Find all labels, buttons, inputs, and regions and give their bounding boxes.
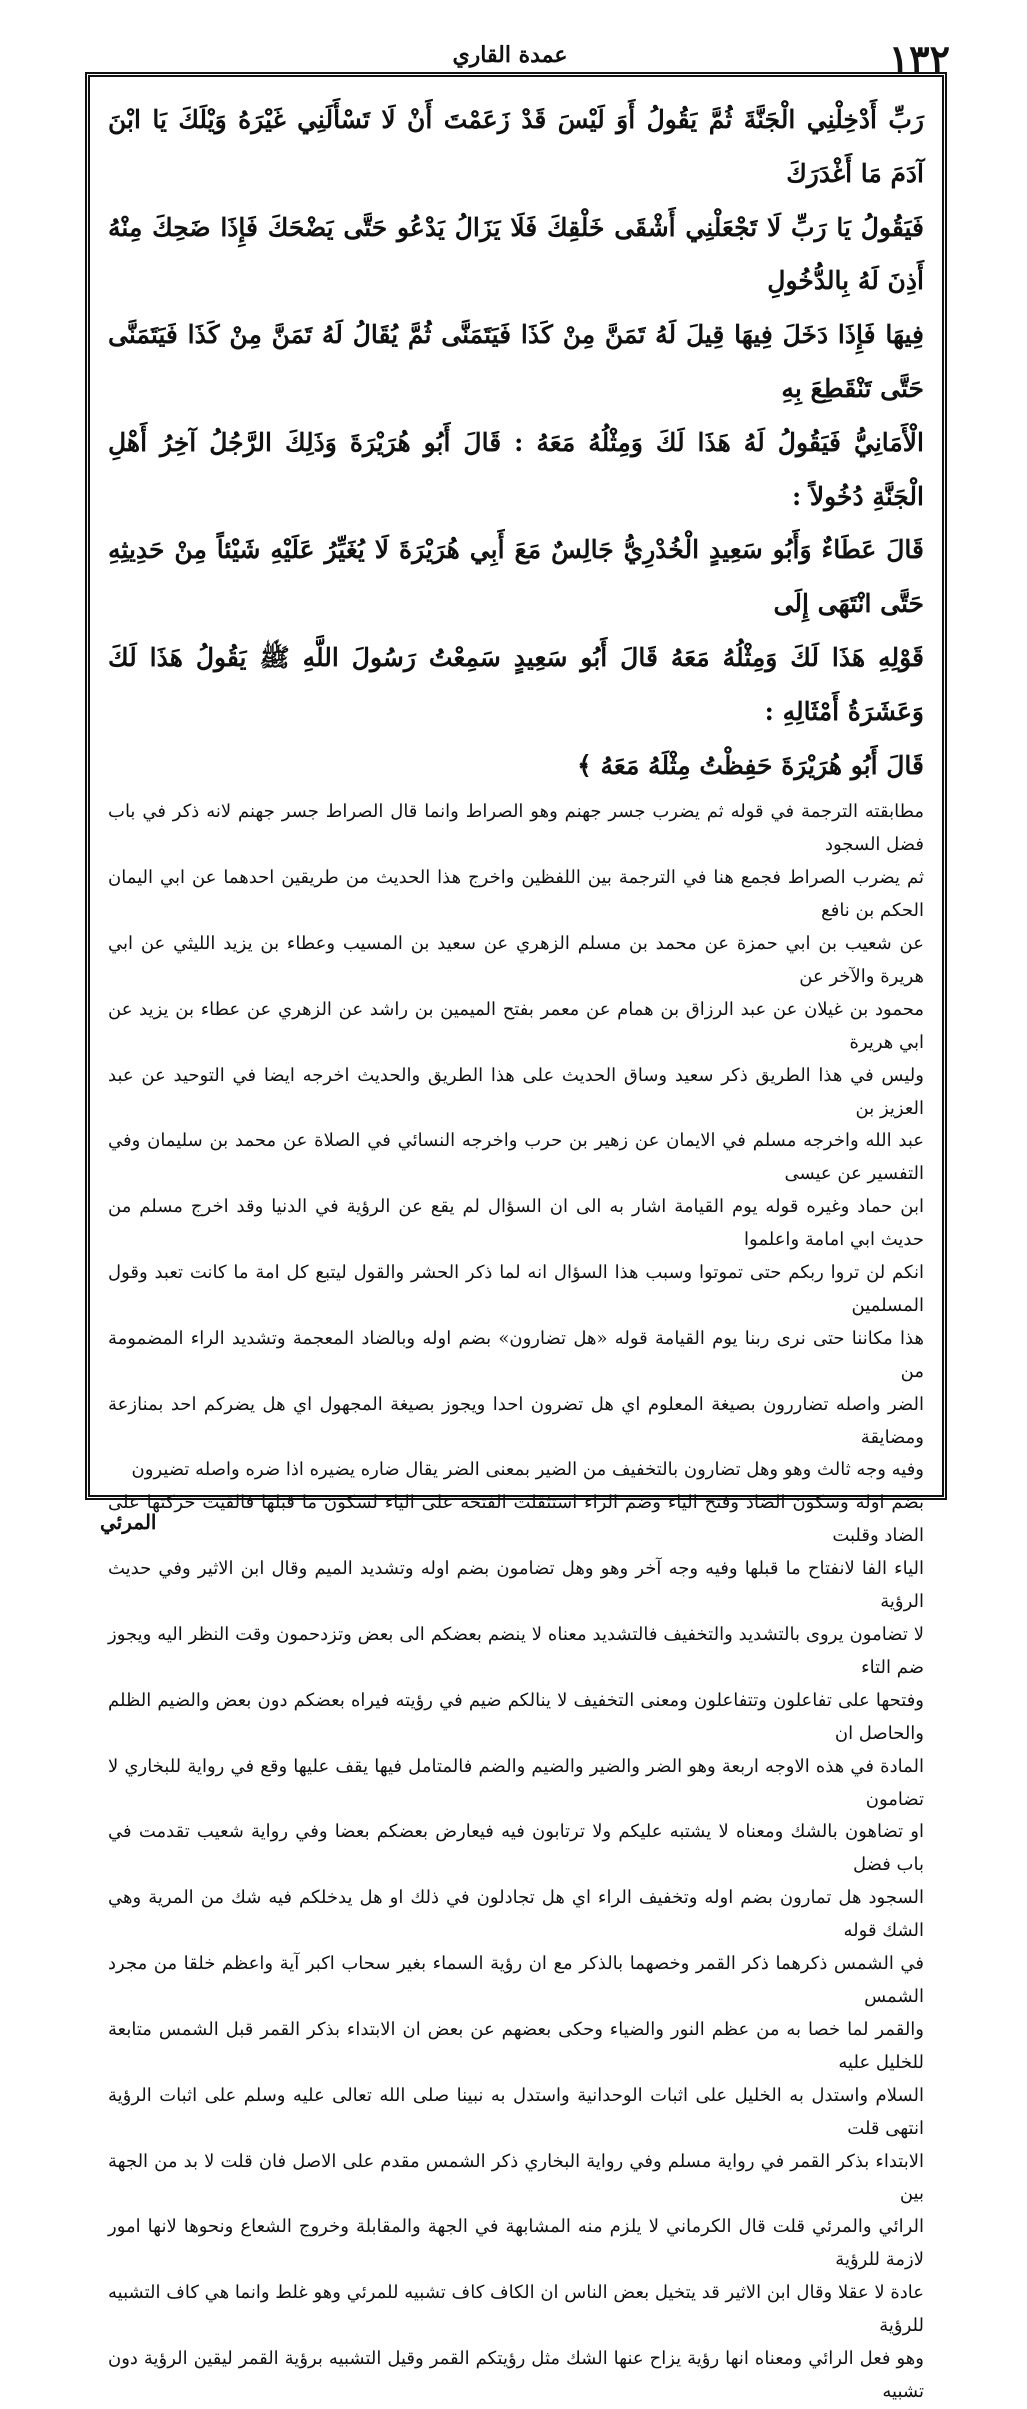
- commentary-line: السجود هل تمارون بضم اوله وتخفيف الراء اي هل تجادلون في ذلك او هل يدخلكم فيه شك من المرية وهي الشك قوله: [108, 1887, 924, 1942]
- catchword: المرئي: [100, 1510, 157, 1534]
- commentary-line: ثم يضرب الصراط فجمع هنا في الترجمة بين اللفظين واخرج هذا الحديث من طريقين احدهما عن ابي اليمان الحكم بن نافع: [108, 867, 924, 922]
- commentary-line: عبد الله واخرجه مسلم في الايمان عن زهير بن حرب واخرجه النسائي في الصلاة عن محمد بن سليمان وفي التفسير عن عيسى: [108, 1130, 924, 1185]
- commentary-line: في الشمس ذكرهما ذكر القمر وخصهما بالذكر مع ان رؤية السماء بغير سحاب اكبر آية واعظم خلقا من مجرد الشمس: [108, 1953, 924, 2007]
- hadith-line: قَوْلِهِ هَذَا لَكَ وَمِثْلُهُ مَعَهُ قَالَ أَبُو سَعِيدٍ سَمِعْتُ رَسُولَ اللَّهِ ﷺ يَقُولُ هَذَا لَكَ وَعَشَرَةُ أَمْثَالِهِ :: [108, 642, 924, 726]
- commentary-line: هذا مكاننا حتى نرى ربنا يوم القيامة قوله «هل تضارون» بضم اوله وبالضاد المعجمة وتشديد الراء المضمومة من: [108, 1327, 924, 1382]
- hadith-line: قَالَ أَبُو هُرَيْرَةَ حَفِظْتُ مِثْلَهُ مَعَهُ ﴾: [577, 750, 924, 780]
- commentary-line: ابن حماد وغيره قوله يوم القيامة اشار به الى ان السؤال لم يقع عن الرؤية في الدنيا وقد اخرج مسلم من حديث ابي امامة واعلموا: [108, 1196, 924, 1251]
- commentary-line: لا تضامون يروى بالتشديد والتخفيف فالتشديد معناه لا ينضم بعضكم الى بعض وتزدحمون وقت النظر اليه ويجوز ضم التاء: [108, 1624, 924, 1678]
- text-frame: [85, 72, 947, 2402]
- commentary-line: مطابقته الترجمة في قوله ثم يضرب جسر جهنم وهو الصراط وانما قال الصراط جسر جهنم لانه ذكر في باب فضل السجود: [108, 801, 924, 856]
- commentary-line: وهو فعل الرائي ومعناه انها رؤية يزاح عنها الشك مثل رؤيتكم القمر وقيل التشبيه برؤية القمر ليقين الرؤية دون تشبيه: [108, 2347, 924, 2402]
- hadith-line: فَيَقُولُ يَا رَبِّ لَا تَجْعَلْنِي أَشْقَى خَلْقِكَ فَلَا يَزَالُ يَدْعُو حَتَّى يَضْحَكَ فَإِذَا ضَحِكَ مِنْهُ أَذِنَ لَهُ بِالدُّخُولِ: [108, 212, 924, 296]
- commentary-line: السلام واستدل به الخليل على اثبات الوحدانية واستدل به نبينا صلى الله تعالى عليه وسلم على اثبات الرؤية انتهى قلت: [108, 2084, 924, 2139]
- hadith-line: الْأَمَانِيُّ فَيَقُولُ لَهُ هَذَا لَكَ وَمِثْلُهُ مَعَهُ : قَالَ أَبُو هُرَيْرَةَ وَذَلِكَ الرَّجُلُ آخِرُ أَهْلِ الْجَنَّةِ دُخُولاً :: [108, 427, 924, 511]
- commentary-line: بضم اوله وسكون الضاد وفتح الياء وضم الراء استثقلت الفتحة على الياء لسكون ما قبلها فالقيت حركتها على الضاد وقلبت: [108, 1492, 924, 1547]
- commentary-line: الضر واصله تضاررون بصيغة المعلوم اي هل تضرون احدا ويجوز بصيغة المجهول اي هل يضركم احد بمنازعة ومضايقة: [108, 1393, 924, 1448]
- commentary-text: [108, 796, 924, 2408]
- commentary-line: الياء الفا لانفتاح ما قبلها وفيه وجه آخر وهو وهل تضامون بضم اوله وتشديد الميم وقال ابن الاثير وفي حديث الرؤية: [108, 1558, 924, 1613]
- commentary-line: عادة لا عقلا وقال ابن الاثير قد يتخيل بعض الناس ان الكاف كاف تشبيه للمرئي وهو غلط وانما هي كاف التشبيه للرؤية: [108, 2282, 924, 2337]
- commentary-line: وفيه وجه ثالث وهو وهل تضارون بالتخفيف من الضير بمعنى الضر يقال ضاره يضيره اذا ضره واصله تضيرون: [131, 1459, 924, 1481]
- commentary-line: المادة في هذه الاوجه اربعة وهو الضر والضير والضيم والضم فالمتامل فيها يقف عليها وقع في رواية للبخاري لا تضامون: [108, 1755, 924, 1810]
- hadith-line: رَبِّ أَدْخِلْنِي الْجَنَّةَ ثُمَّ يَقُولُ أَوَ لَيْسَ قَدْ زَعَمْتَ أَنْ لَا تَسْأَلَنِي غَيْرَهُ وَيْلَكَ يَا ابْنَ آدَمَ مَا أَغْدَرَكَ: [108, 105, 924, 188]
- commentary-line: والقمر لما خصا به من عظم النور والضياء وحكى بعضهم عن بعض ان الابتداء بذكر القمر قبل الشمس متابعة للخليل عليه: [108, 2018, 924, 2073]
- commentary-line: وليس في هذا الطريق ذكر سعيد وساق الحديث على هذا الطريق والحديث اخرجه ايضا في التوحيد عن عبد العزيز بن: [108, 1064, 924, 1119]
- hadith-line: قَالَ عَطَاءٌ وَأَبُو سَعِيدٍ الْخُدْرِيُّ جَالِسٌ مَعَ أَبِي هُرَيْرَةَ لَا يُغَيِّرُ عَلَيْهِ شَيْئاً مِنْ حَدِيثِهِ حَتَّى انْتَهَى إِلَى: [108, 535, 924, 619]
- commentary-line: الرائي والمرئي قلت قال الكرماني لا يلزم منه المشابهة في الجهة والمقابلة وخروج الشعاع ونحوها لانها امور لازمة للرؤية: [108, 2216, 924, 2271]
- page-number: ١٣٢: [888, 36, 950, 81]
- commentary-line: محمود بن غيلان عن عبد الرزاق بن همام عن معمر بفتح الميمين بن راشد عن الزهري عن عطاء بن يزيد عن ابي هريرة: [108, 998, 924, 1053]
- commentary-line: الابتداء بذكر القمر في رواية مسلم وفي رواية البخاري ذكر الشمس مقدم على الاصل فان قلت لا بد من الجهة بين: [108, 2150, 924, 2205]
- commentary-line: عن شعيب بن ابي حمزة عن محمد بن مسلم الزهري عن سعيد بن المسيب وعطاء بن يزيد الليثي عن ابي هريرة والآخر عن: [108, 932, 924, 987]
- commentary-line: او تضاهون بالشك ومعناه لا يشتبه عليكم ولا ترتابون فيه فيعارض بعضكم بعضا وفي رواية شعيب تقدمت في باب فضل: [108, 1821, 924, 1876]
- running-title: عمدة القاري: [452, 42, 568, 68]
- commentary-line: انكم لن تروا ربكم حتى تموتوا وسبب هذا السؤال انه لما ذكر الحشر والقول ليتبع كل امة ما كانت تعبد وقول المسلمين: [108, 1262, 924, 1316]
- hadith-line: فِيهَا فَإِذَا دَخَلَ فِيهَا قِيلَ لَهُ تَمَنَّ مِنْ كَذَا فَيَتَمَنَّى ثُمَّ يُقَالُ لَهُ تَمَنَّ مِنْ كَذَا فَيَتَمَنَّى حَتَّى تَنْقَطِعَ بِهِ: [108, 320, 924, 403]
- commentary-line: وفتحها على تفاعلون وتتفاعلون ومعنى التخفيف لا ينالكم ضيم في رؤيته فيراه بعضكم دون بعض والضيم الظلم والحاصل ان: [108, 1689, 924, 1744]
- hadith-text: [108, 93, 924, 792]
